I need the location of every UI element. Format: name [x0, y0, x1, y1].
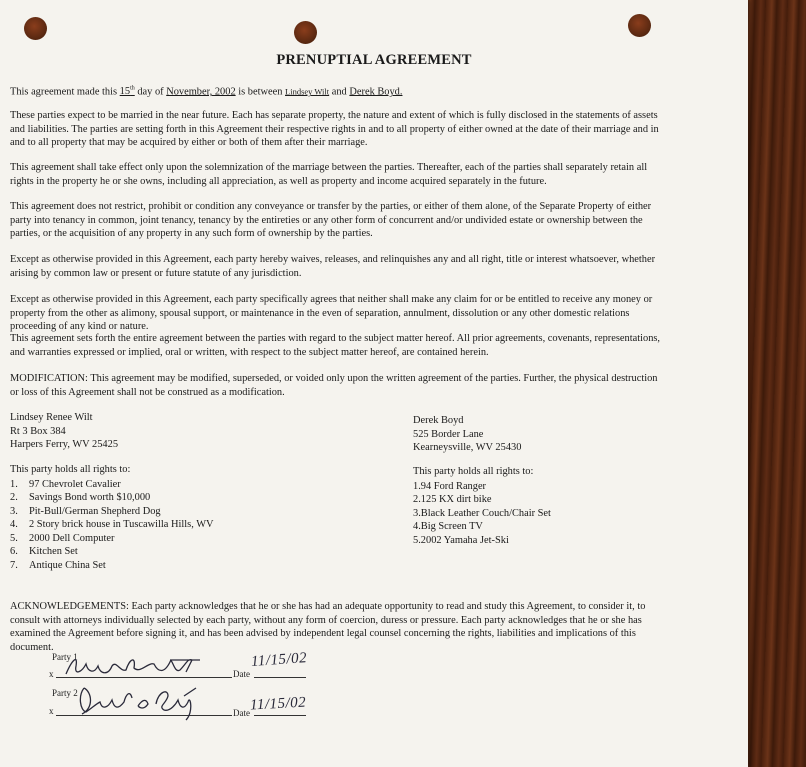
party2-date-label: Date [233, 708, 250, 718]
party-right-rights [413, 465, 551, 547]
party2-x: x [49, 706, 54, 716]
party1-date-line [254, 677, 306, 678]
list-item: 3. Black Leather Couch/Chair Set [413, 507, 551, 519]
intro-line [10, 83, 665, 99]
list-item: 4. Big Screen TV [413, 521, 483, 532]
party-left-items [10, 478, 214, 573]
party-right-address2: Kearneysville, WV 25430 [413, 442, 522, 453]
party-left-address2: Harpers Ferry, WV 25425 [10, 439, 119, 450]
list-item: 6. Kitchen Set [10, 546, 78, 557]
punch-hole-left [24, 17, 47, 40]
party2-signature [72, 682, 212, 722]
party-left-address [10, 411, 118, 452]
party-left-name: Lindsey Renee Wilt [10, 412, 93, 423]
intro-day-label: day of [137, 86, 164, 98]
list-item: 1. 94 Ford Ranger [413, 480, 487, 492]
intro-party2: Derek Boyd. [349, 86, 403, 98]
paragraph-separate-property: These parties expect to be married in the near future. Each has separate property, the nature and extent of which is fully disclosed in the statements of assets and liabilities. The parties are setting forth in this Agreement their respective rights in and to all property of either owned at the date of their marriage and in and to all property that may be acquired by either or both of them after their marriage. [10, 110, 659, 148]
party2-label: Party 2 [52, 688, 78, 698]
document-title: PRENUPTIAL AGREEMENT [276, 52, 472, 68]
intro-between: is between [238, 86, 283, 98]
punch-hole-right [628, 14, 651, 37]
list-item: 7. Antique China Set [10, 559, 106, 571]
party-right-items [413, 480, 551, 548]
party-left-address1: Rt 3 Box 384 [10, 425, 66, 437]
party1-signature [60, 652, 220, 682]
party2-date-value: 11/15/02 [249, 694, 307, 714]
punch-hole-center [294, 21, 317, 44]
paragraph-modification: MODIFICATION: This agreement may be modified, superseded, or voided only upon the written agreement of the parties. Further, the physical destruction or loss of this Agreement shall not be construed as a modification. [10, 373, 658, 398]
intro-date: November, 2002 [166, 86, 236, 98]
wood-desk-background [744, 0, 806, 767]
list-item: 2. Savings Bond worth $10,000 [10, 492, 151, 503]
list-item: 5. 2002 Yamaha Jet-Ski [413, 534, 509, 546]
party-right-address1: 525 Border Lane [413, 428, 484, 440]
party-right-rights-heading: This party holds all rights to: [413, 466, 534, 477]
paragraph-conveyance: This agreement does not restrict, prohibit or condition any conveyance or transfer by the parties, or either of them alone, of the Separate Property of either party into tenancy in common, joint tenancy, tenancy by the entireties or any other form of concurrent and/or undivided estate or ownership between the parties, or the acquisition of any property in any such form of ownership by the parties. [10, 201, 652, 239]
list-item: 3. Pit-Bull/German Shepherd Dog [10, 505, 161, 517]
list-item: 2. 125 KX dirt bike [413, 494, 492, 505]
party1-label: Party 1 [52, 652, 78, 662]
party1-x: x [49, 669, 54, 679]
intro-prefix: This agreement made this [10, 86, 118, 98]
party1-date-value: 11/15/02 [250, 650, 308, 670]
party-right-name: Derek Boyd [413, 415, 464, 426]
intro-and: and [331, 86, 347, 98]
party-left-rights [10, 463, 214, 572]
paragraph-acknowledgement: ACKNOWLEDGEMENTS: Each party acknowledges that he or she has had an adequate opportunity to read and study this Agreement, to consider it, to consult with attorneys individually selected by each party, without any form of coercion, duress or pressure. Each party acknowledges that he or she has examined the Agreement before signing it, and has been advised by independent legal counsel concerning the rights, liabilities and implications of this document. [10, 601, 646, 653]
party-right-address [413, 414, 521, 455]
list-item: 4. 2 Story brick house in Tuscawilla Hills, WV [10, 519, 214, 530]
paragraph-waiver: Except as otherwise provided in this Agreement, each party hereby waives, releases, and relinquishes any and all right, title or interest whatsoever, whether arising by common law or present or future statute of any jurisdiction. [10, 254, 656, 279]
intro-party1: Lindsey Wilt [285, 86, 330, 97]
paragraph-effect: This agreement shall take effect only upon the solemnization of the marriage between the parties. Thereafter, each of the parties shall separately retain all rights in the property he or she owns, including all appreciation, as well as property and income acquired separately in the future. [10, 162, 648, 187]
paragraph-entire-agreement: This agreement sets forth the entire agreement between the parties with regard to the subject matter hereof. All prior agreements, covenants, representations, and warranties expressed or implied, oral or written, with respect to the subject matter hereof, are contained herein. [10, 333, 661, 358]
party2-date-line [254, 715, 306, 716]
list-item: 5. 2000 Dell Computer [10, 532, 115, 544]
party1-date-label: Date [233, 669, 250, 679]
intro-day: 15th [119, 86, 135, 98]
party-left-rights-heading: This party holds all rights to: [10, 464, 131, 475]
list-item: 1. 97 Chevrolet Cavalier [10, 478, 121, 490]
paragraph-alimony: Except as otherwise provided in this Agreement, each party specifically agrees that neither shall make any claim for or be entitled to receive any money or property from the other as alimony, spousal support, or maintenance in the even of separation, annulment, dissolution or any other domestic relations proceeding of any kind or nature. [10, 294, 653, 332]
